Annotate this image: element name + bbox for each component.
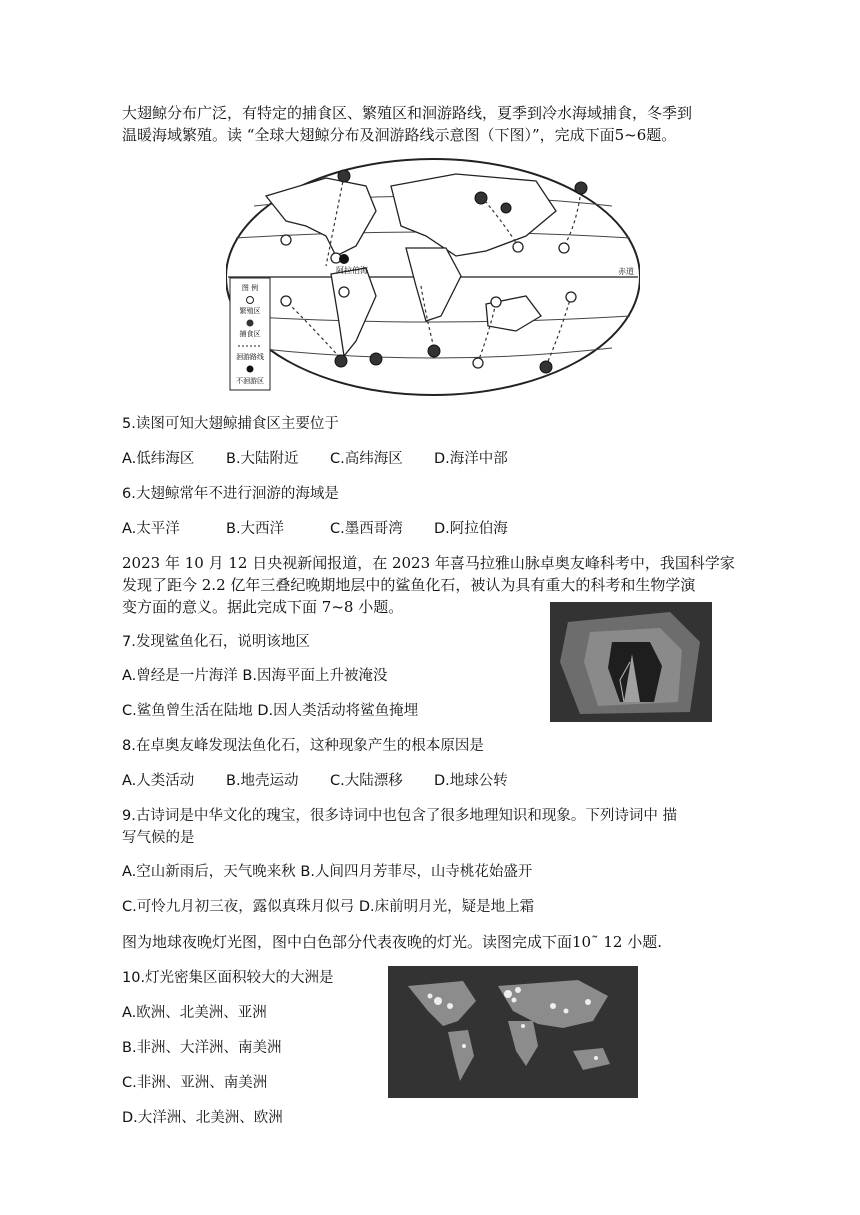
q8-options [122, 770, 508, 792]
q10-stem: 10.灯光密集区面积较大的大洲是 [122, 970, 334, 986]
q10-option-d[interactable]: D.大洋洲、北美洲、欧洲 [122, 1110, 283, 1126]
q5-option-d[interactable]: D.海洋中部 [434, 451, 508, 467]
q8-option-a[interactable]: A.人类活动 [122, 773, 195, 789]
legend-non-migrating: 不洄游区 [236, 377, 264, 385]
shark-intro-line-3: 变方面的意义。据此完成下面 7~8 小题。 [122, 598, 404, 616]
whale-intro-line-1: 大翅鲸分布广泛，有特定的捕食区、繁殖区和洄游路线，夏季到冷水海域捕食，冬季到 [122, 104, 693, 122]
q5-option-c[interactable]: C.高纬海区 [330, 451, 403, 467]
breeding-area-icon [247, 297, 254, 304]
q9-stem-line-1: 9.古诗词是中华文化的瑰宝，很多诗词中也包含了很多地理知识和现象。下列诗词中 描 [122, 808, 677, 824]
q10-option-c[interactable]: C.非洲、亚洲、南美洲 [122, 1075, 268, 1091]
map-equator-label: 赤道 [618, 267, 634, 276]
q5-options [122, 448, 508, 470]
q10-option-a[interactable]: A.欧洲、北美洲、亚洲 [122, 1005, 267, 1021]
night-lights-intro: 图为地球夜晚灯光图，图中白色部分代表夜晚的灯光。读图完成下面10˜ 12 小题. [122, 933, 662, 951]
q6-option-c[interactable]: C.墨西哥湾 [330, 521, 403, 537]
q9-options-line-1[interactable]: A.空山新雨后，天气晚来秋 B.人间四月芳菲尽，山寺桃花始盛开 [122, 864, 533, 880]
q8-option-b[interactable]: B.地壳运动 [226, 773, 299, 789]
q5-option-a[interactable]: A.低纬海区 [122, 451, 195, 467]
q8-option-d[interactable]: D.地球公转 [434, 773, 508, 789]
q6-option-d[interactable]: D.阿拉伯海 [434, 521, 508, 537]
q9-options-line-2[interactable]: C.可怜九月初三夜，露似真珠月似弓 D.床前明月光，疑是地上霜 [122, 899, 535, 915]
legend-title: 图 例 [241, 284, 259, 292]
non-migrating-icon [247, 366, 254, 373]
q7-options-line-2[interactable]: C.鲨鱼曾生活在陆地 D.因人类活动将鲨鱼掩埋 [122, 703, 419, 719]
shark-fossil-photo [550, 602, 712, 722]
q6-option-a[interactable]: A.太平洋 [122, 521, 180, 537]
q10-option-b[interactable]: B.非洲、大洋洲、南美洲 [122, 1040, 282, 1056]
q6-stem: 6.大翅鲸常年不进行洄游的海域是 [122, 486, 339, 502]
legend-route: 洄游路线 [236, 353, 264, 361]
whale-intro-line-2: 温暖海域繁殖。读 “全球大翅鲸分布及洄游路线示意图（下图）”，完成下面5~6题。 [122, 126, 677, 144]
q6-options [122, 518, 508, 540]
shark-intro-line-1: 2023 年 10 月 12 日央视新闻报道，在 2023 年喜马拉雅山脉卓奥友峰科考中，我国科学家 [122, 554, 735, 572]
q9-stem-line-2: 写气候的是 [122, 830, 195, 846]
map-arabian-sea-label: 阿拉伯海 [336, 266, 368, 275]
humpback-whale-migration-map [226, 156, 640, 396]
map-legend [230, 278, 270, 390]
q8-option-c[interactable]: C.大陆漂移 [330, 773, 403, 789]
q7-options-line-1[interactable]: A.曾经是一片海洋 B.因海平面上升被淹没 [122, 668, 388, 684]
legend-breeding: 繁殖区 [239, 307, 261, 315]
shark-intro-line-2: 发现了距今 2.2 亿年三叠纪晚期地层中的鲨鱼化石，被认为具有重大的科考和生物学演 [122, 576, 696, 594]
q6-option-b[interactable]: B.大西洋 [226, 521, 285, 537]
feeding-area-icon [247, 320, 254, 327]
q5-stem: 5.读图可知大翅鲸捕食区主要位于 [122, 416, 339, 432]
q8-stem: 8.在卓奥友峰发现法鱼化石，这种现象产生的根本原因是 [122, 738, 484, 754]
earth-night-lights-map [388, 966, 638, 1098]
q5-option-b[interactable]: B.大陆附近 [226, 451, 299, 467]
legend-feeding: 捕食区 [239, 330, 261, 338]
q7-stem: 7.发现鲨鱼化石，说明该地区 [122, 634, 310, 650]
